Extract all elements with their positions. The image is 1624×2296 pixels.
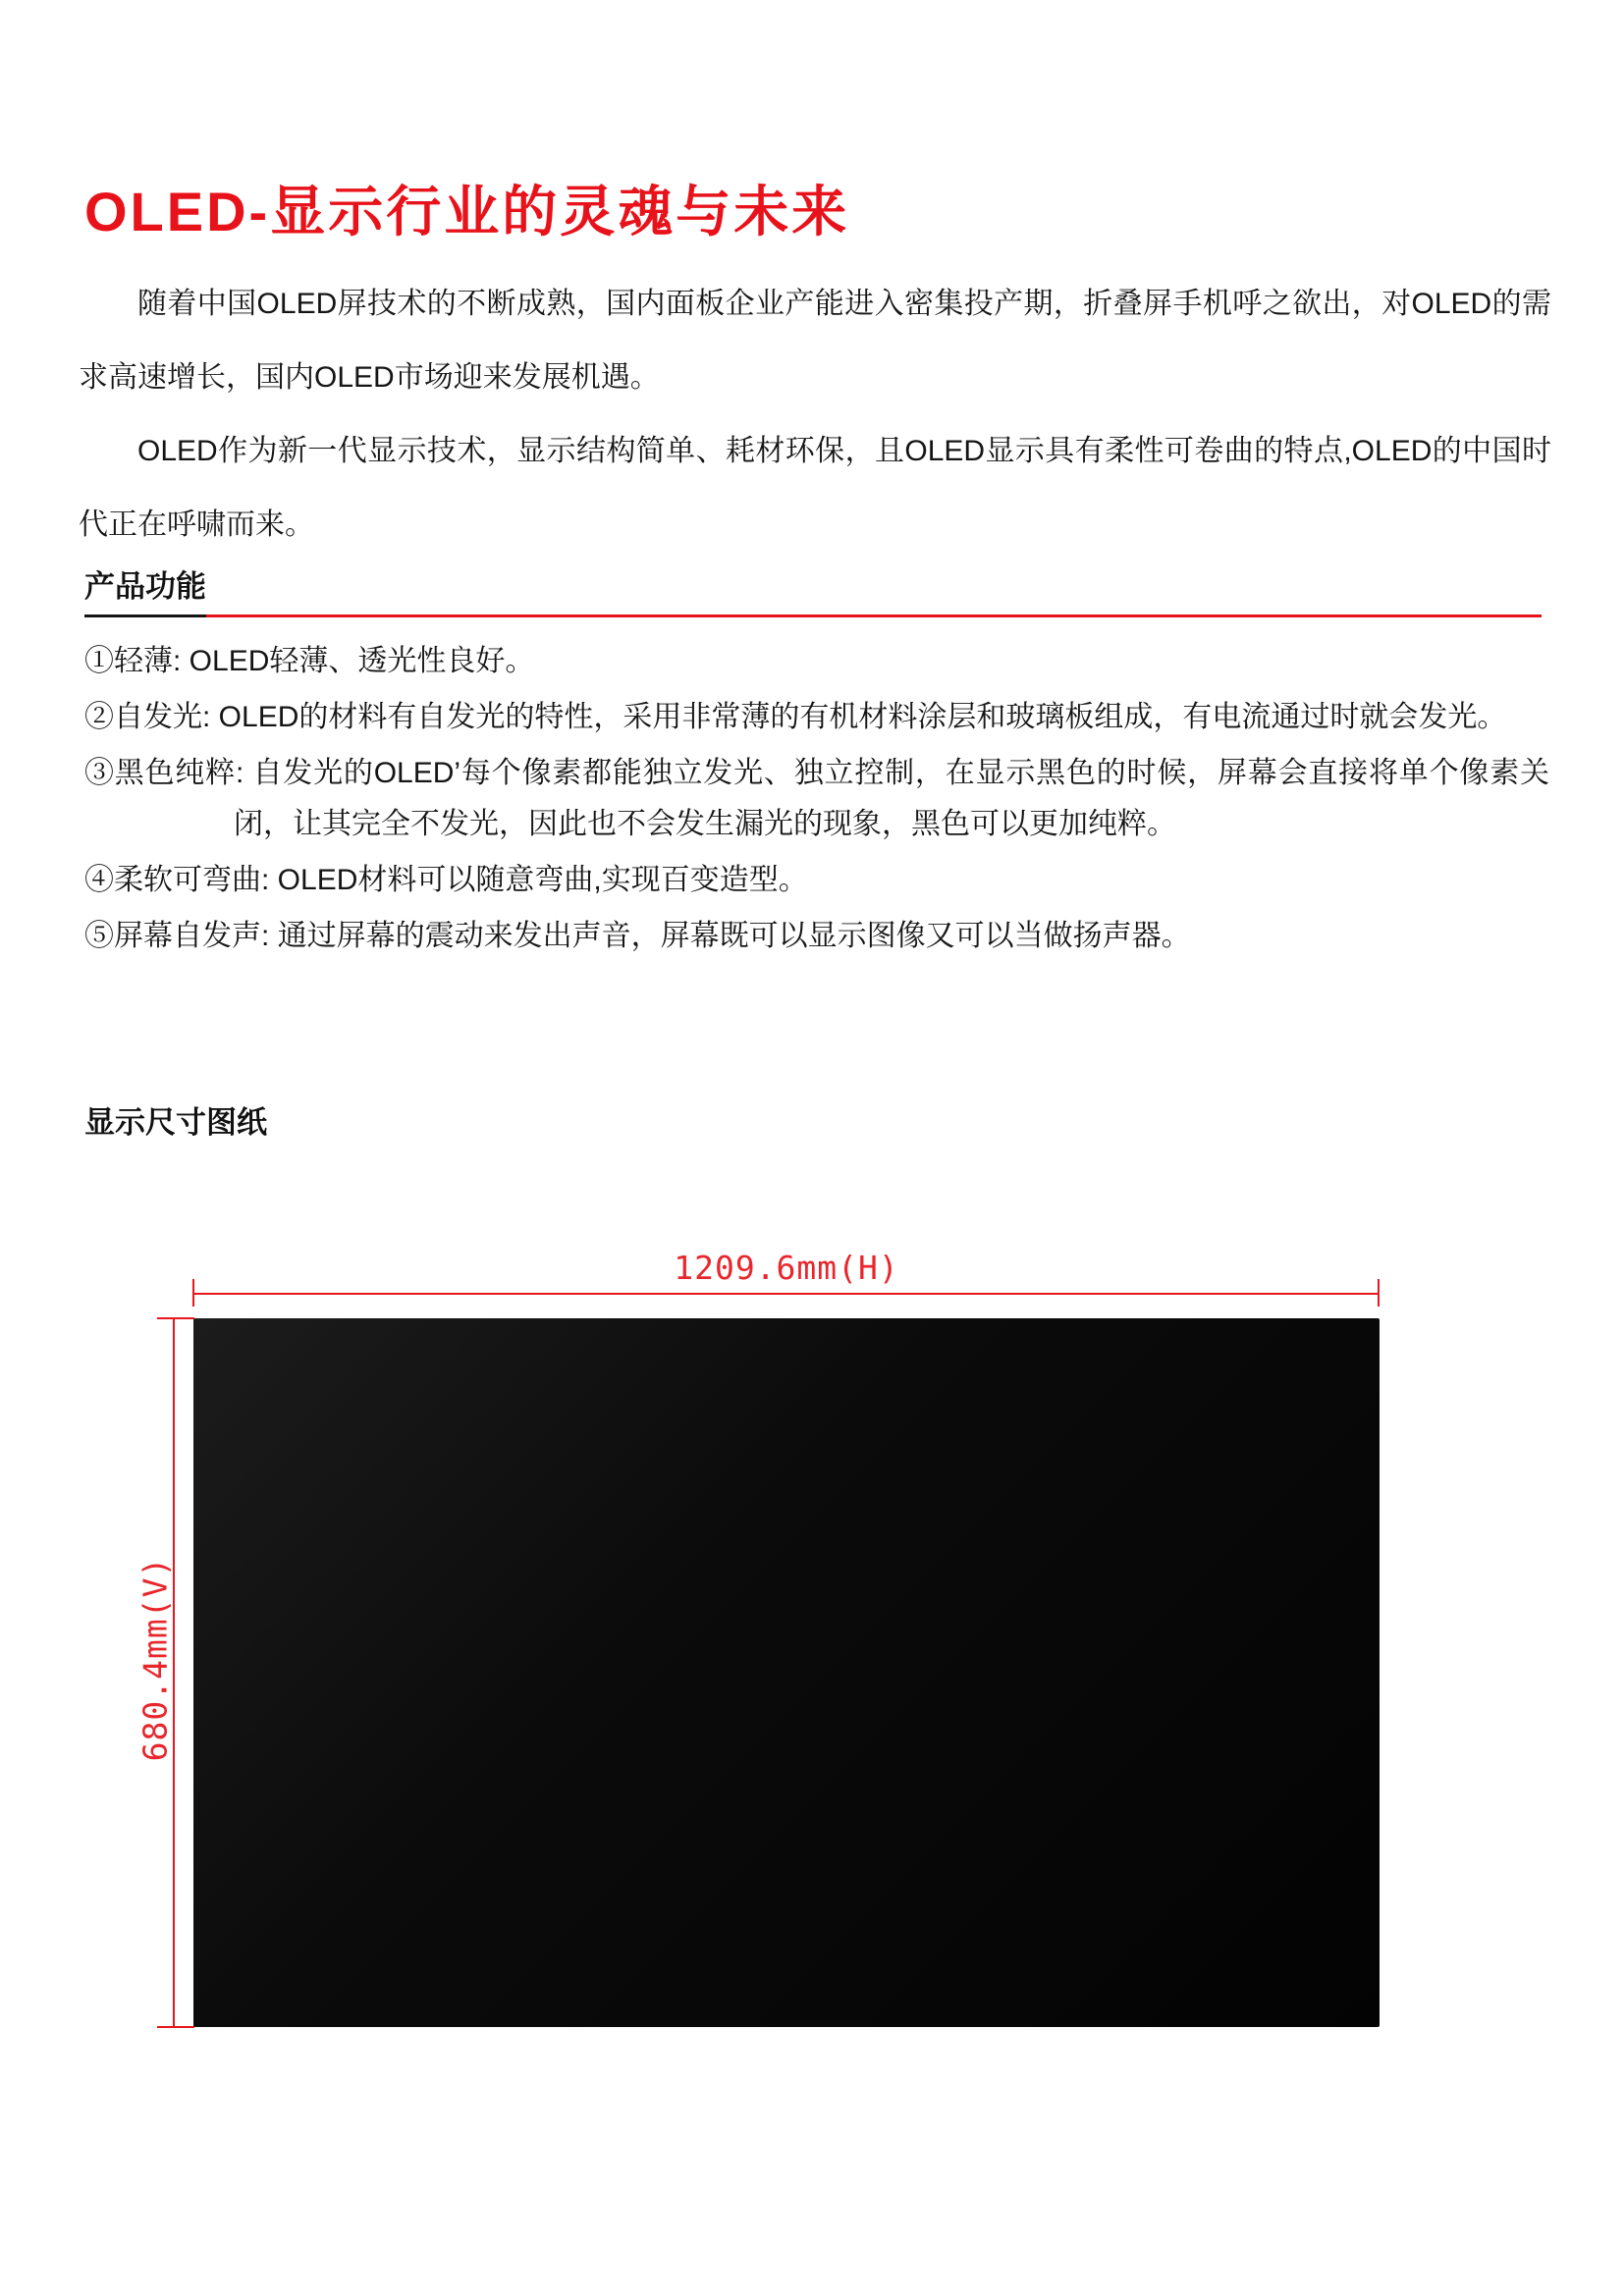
dimension-drawing-heading: 显示尺寸图纸 — [84, 1105, 267, 1140]
features-heading: 产品功能 — [84, 561, 206, 617]
feature-item-pure-black: ③黑色纯粹: 自发光的OLED’每个像素都能独立发光、独立控制，在显示黑色的时候，屏幕会直接将单个像素关闭，让其完全不发光，因此也不会发生漏光的现象，黑色可以更加纯粹。 — [84, 757, 1549, 840]
width-dimension-tick-left — [192, 1279, 194, 1307]
display-panel-image — [193, 1318, 1380, 2027]
height-dimension-label: 680.4mm(V) — [135, 1556, 175, 1762]
width-dimension-label: 1209.6mm(H) — [674, 1249, 899, 1287]
width-dimension-tick-right — [1378, 1279, 1380, 1307]
feature-item-thin: ①轻薄: OLED轻薄、透光性良好。 — [84, 645, 535, 677]
features-section-header — [84, 561, 1542, 617]
page-title: OLED-显示行业的灵魂与未来 — [84, 181, 850, 242]
feature-item-self-luminous: ②自发光: OLED的材料有自发光的特性，采用非常薄的有机材料涂层和玻璃板组成，有电流通过时就会发光。 — [84, 701, 1507, 733]
feature-item-sound-emitting: ⑤屏幕自发声: 通过屏幕的震动来发出声音，屏幕既可以显示图像又可以当做扬声器。 — [84, 920, 1191, 952]
intro-paragraph-1: 随着中国OLED屏技术的不断成熟，国内面板企业产能进入密集投产期，折叠屏手机呼之欲出，对OLED的需求高速增长，国内OLED市场迎来发展机遇。 — [79, 288, 1551, 394]
height-dimension-tick-bottom — [157, 2026, 194, 2028]
intro-text — [79, 267, 1551, 561]
height-dimension-tick-top — [157, 1317, 194, 1319]
feature-item-bendable: ④柔软可弯曲: OLED材料可以随意弯曲,实现百变造型。 — [84, 864, 808, 896]
width-dimension-line — [193, 1293, 1380, 1295]
features-list — [84, 636, 1549, 967]
intro-paragraph-2: OLED作为新一代显示技术，显示结构简单、耗材环保，且OLED显示具有柔性可卷曲的特点,OLED的中国时代正在呼啸而来。 — [79, 435, 1551, 541]
